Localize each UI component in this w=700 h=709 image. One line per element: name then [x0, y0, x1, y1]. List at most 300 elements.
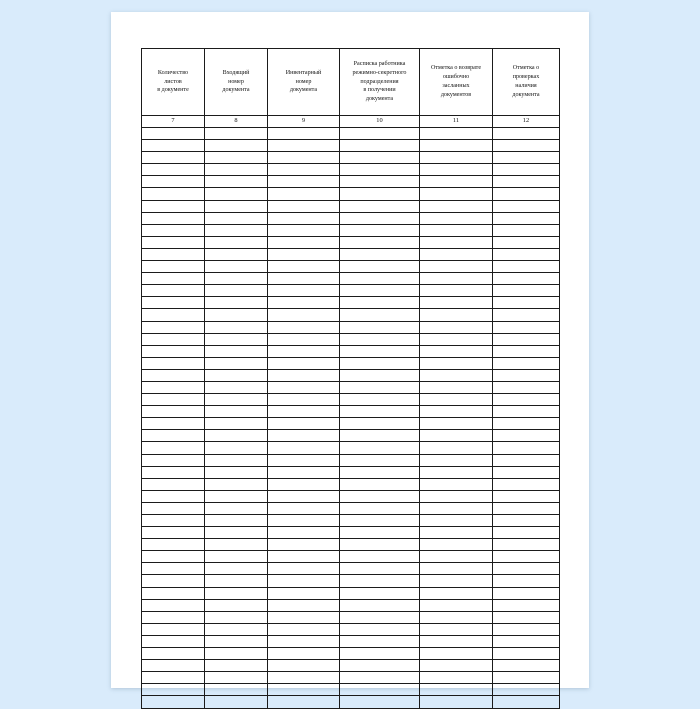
table-cell-blank[interactable]: [142, 309, 205, 321]
table-cell-blank[interactable]: [205, 212, 268, 224]
table-row[interactable]: [142, 381, 560, 393]
table-cell-blank[interactable]: [420, 381, 493, 393]
table-cell-blank[interactable]: [142, 623, 205, 635]
table-cell-blank[interactable]: [268, 672, 340, 684]
table-cell-blank[interactable]: [205, 466, 268, 478]
table-cell-blank[interactable]: [205, 369, 268, 381]
table-cell-blank[interactable]: [420, 357, 493, 369]
table-row[interactable]: [142, 345, 560, 357]
table-cell-blank[interactable]: [268, 176, 340, 188]
table-row[interactable]: [142, 212, 560, 224]
table-cell-blank[interactable]: [340, 406, 420, 418]
table-cell-blank[interactable]: [493, 176, 560, 188]
table-cell-blank[interactable]: [142, 369, 205, 381]
table-cell-blank[interactable]: [493, 430, 560, 442]
table-cell-blank[interactable]: [205, 164, 268, 176]
table-cell-blank[interactable]: [340, 466, 420, 478]
table-cell-blank[interactable]: [340, 539, 420, 551]
table-cell-blank[interactable]: [340, 430, 420, 442]
table-cell-blank[interactable]: [268, 454, 340, 466]
table-cell-blank[interactable]: [420, 623, 493, 635]
table-cell-blank[interactable]: [268, 345, 340, 357]
table-cell-blank[interactable]: [142, 430, 205, 442]
table-cell-blank[interactable]: [268, 128, 340, 140]
table-cell-blank[interactable]: [268, 297, 340, 309]
table-cell-blank[interactable]: [205, 672, 268, 684]
table-cell-blank[interactable]: [493, 333, 560, 345]
table-cell-blank[interactable]: [205, 442, 268, 454]
table-cell-blank[interactable]: [340, 236, 420, 248]
table-cell-blank[interactable]: [268, 394, 340, 406]
table-cell-blank[interactable]: [493, 345, 560, 357]
table-cell-blank[interactable]: [420, 587, 493, 599]
table-cell-blank[interactable]: [142, 381, 205, 393]
table-cell-blank[interactable]: [142, 297, 205, 309]
table-cell-blank[interactable]: [142, 357, 205, 369]
table-cell-blank[interactable]: [205, 200, 268, 212]
table-cell-blank[interactable]: [142, 224, 205, 236]
table-row[interactable]: [142, 200, 560, 212]
table-cell-blank[interactable]: [268, 611, 340, 623]
table-cell-blank[interactable]: [340, 261, 420, 273]
table-cell-blank[interactable]: [205, 660, 268, 672]
table-cell-blank[interactable]: [205, 502, 268, 514]
table-cell-blank[interactable]: [493, 599, 560, 611]
table-cell-blank[interactable]: [493, 454, 560, 466]
table-cell-blank[interactable]: [420, 611, 493, 623]
table-cell-blank[interactable]: [340, 285, 420, 297]
table-cell-blank[interactable]: [268, 369, 340, 381]
table-cell-blank[interactable]: [205, 406, 268, 418]
table-cell-blank[interactable]: [493, 273, 560, 285]
table-cell-blank[interactable]: [142, 140, 205, 152]
table-cell-blank[interactable]: [493, 128, 560, 140]
table-cell-blank[interactable]: [420, 575, 493, 587]
table-cell-blank[interactable]: [268, 527, 340, 539]
table-row[interactable]: [142, 478, 560, 490]
table-cell-blank[interactable]: [420, 261, 493, 273]
table-cell-blank[interactable]: [142, 672, 205, 684]
table-cell-blank[interactable]: [340, 527, 420, 539]
table-cell-blank[interactable]: [493, 140, 560, 152]
table-cell-blank[interactable]: [420, 394, 493, 406]
table-cell-blank[interactable]: [340, 333, 420, 345]
table-cell-blank[interactable]: [493, 236, 560, 248]
table-cell-blank[interactable]: [205, 128, 268, 140]
table-cell-blank[interactable]: [420, 430, 493, 442]
table-cell-blank[interactable]: [340, 648, 420, 660]
table-cell-blank[interactable]: [340, 164, 420, 176]
table-cell-blank[interactable]: [205, 539, 268, 551]
table-row[interactable]: [142, 696, 560, 708]
table-cell-blank[interactable]: [420, 369, 493, 381]
table-cell-blank[interactable]: [205, 551, 268, 563]
table-cell-blank[interactable]: [268, 575, 340, 587]
table-cell-blank[interactable]: [493, 248, 560, 260]
table-cell-blank[interactable]: [340, 551, 420, 563]
table-cell-blank[interactable]: [493, 212, 560, 224]
table-cell-blank[interactable]: [493, 648, 560, 660]
table-cell-blank[interactable]: [142, 502, 205, 514]
table-row[interactable]: [142, 321, 560, 333]
table-cell-blank[interactable]: [268, 406, 340, 418]
table-cell-blank[interactable]: [420, 236, 493, 248]
table-cell-blank[interactable]: [340, 200, 420, 212]
table-cell-blank[interactable]: [268, 236, 340, 248]
table-cell-blank[interactable]: [420, 418, 493, 430]
table-cell-blank[interactable]: [205, 490, 268, 502]
table-cell-blank[interactable]: [205, 273, 268, 285]
table-cell-blank[interactable]: [493, 635, 560, 647]
table-cell-blank[interactable]: [340, 442, 420, 454]
table-cell-blank[interactable]: [142, 442, 205, 454]
table-cell-blank[interactable]: [205, 381, 268, 393]
table-row[interactable]: [142, 502, 560, 514]
table-cell-blank[interactable]: [205, 285, 268, 297]
table-cell-blank[interactable]: [268, 333, 340, 345]
table-cell-blank[interactable]: [340, 502, 420, 514]
table-cell-blank[interactable]: [493, 261, 560, 273]
table-cell-blank[interactable]: [493, 527, 560, 539]
table-cell-blank[interactable]: [142, 236, 205, 248]
table-cell-blank[interactable]: [420, 212, 493, 224]
table-cell-blank[interactable]: [340, 212, 420, 224]
table-cell-blank[interactable]: [268, 684, 340, 696]
table-cell-blank[interactable]: [420, 297, 493, 309]
table-cell-blank[interactable]: [493, 575, 560, 587]
table-cell-blank[interactable]: [205, 333, 268, 345]
table-row[interactable]: [142, 623, 560, 635]
table-cell-blank[interactable]: [340, 490, 420, 502]
table-cell-blank[interactable]: [340, 224, 420, 236]
table-cell-blank[interactable]: [420, 248, 493, 260]
table-cell-blank[interactable]: [340, 454, 420, 466]
table-cell-blank[interactable]: [268, 478, 340, 490]
table-cell-blank[interactable]: [340, 273, 420, 285]
table-cell-blank[interactable]: [268, 490, 340, 502]
table-cell-blank[interactable]: [268, 635, 340, 647]
table-cell-blank[interactable]: [420, 648, 493, 660]
table-row[interactable]: [142, 128, 560, 140]
table-cell-blank[interactable]: [420, 684, 493, 696]
table-cell-blank[interactable]: [493, 309, 560, 321]
table-row[interactable]: [142, 297, 560, 309]
table-cell-blank[interactable]: [493, 502, 560, 514]
table-cell-blank[interactable]: [493, 696, 560, 708]
table-cell-blank[interactable]: [142, 454, 205, 466]
table-row[interactable]: [142, 599, 560, 611]
table-row[interactable]: [142, 430, 560, 442]
table-cell-blank[interactable]: [205, 309, 268, 321]
table-cell-blank[interactable]: [142, 490, 205, 502]
table-cell-blank[interactable]: [268, 599, 340, 611]
table-cell-blank[interactable]: [268, 212, 340, 224]
table-cell-blank[interactable]: [493, 623, 560, 635]
table-cell-blank[interactable]: [268, 261, 340, 273]
table-cell-blank[interactable]: [142, 345, 205, 357]
table-cell-blank[interactable]: [493, 200, 560, 212]
table-row[interactable]: [142, 527, 560, 539]
table-cell-blank[interactable]: [340, 369, 420, 381]
table-cell-blank[interactable]: [205, 599, 268, 611]
table-cell-blank[interactable]: [340, 140, 420, 152]
table-cell-blank[interactable]: [142, 152, 205, 164]
table-cell-blank[interactable]: [340, 309, 420, 321]
table-cell-blank[interactable]: [268, 357, 340, 369]
table-cell-blank[interactable]: [268, 285, 340, 297]
table-cell-blank[interactable]: [420, 490, 493, 502]
table-cell-blank[interactable]: [142, 696, 205, 708]
table-row[interactable]: [142, 672, 560, 684]
table-cell-blank[interactable]: [420, 164, 493, 176]
table-cell-blank[interactable]: [142, 285, 205, 297]
table-cell-blank[interactable]: [268, 587, 340, 599]
table-cell-blank[interactable]: [493, 587, 560, 599]
table-cell-blank[interactable]: [493, 321, 560, 333]
table-cell-blank[interactable]: [205, 684, 268, 696]
table-cell-blank[interactable]: [340, 345, 420, 357]
table-cell-blank[interactable]: [205, 587, 268, 599]
table-cell-blank[interactable]: [142, 599, 205, 611]
table-row[interactable]: [142, 273, 560, 285]
table-cell-blank[interactable]: [142, 551, 205, 563]
table-cell-blank[interactable]: [205, 527, 268, 539]
table-cell-blank[interactable]: [493, 672, 560, 684]
table-cell-blank[interactable]: [340, 672, 420, 684]
table-row[interactable]: [142, 285, 560, 297]
table-row[interactable]: [142, 176, 560, 188]
table-cell-blank[interactable]: [268, 188, 340, 200]
table-cell-blank[interactable]: [205, 357, 268, 369]
table-row[interactable]: [142, 394, 560, 406]
table-cell-blank[interactable]: [142, 466, 205, 478]
table-cell-blank[interactable]: [205, 648, 268, 660]
table-cell-blank[interactable]: [493, 478, 560, 490]
table-row[interactable]: [142, 442, 560, 454]
table-cell-blank[interactable]: [142, 128, 205, 140]
table-cell-blank[interactable]: [268, 381, 340, 393]
table-cell-blank[interactable]: [142, 394, 205, 406]
table-cell-blank[interactable]: [142, 515, 205, 527]
table-cell-blank[interactable]: [340, 696, 420, 708]
table-row[interactable]: [142, 587, 560, 599]
table-cell-blank[interactable]: [142, 406, 205, 418]
table-row[interactable]: [142, 551, 560, 563]
table-cell-blank[interactable]: [420, 285, 493, 297]
table-cell-blank[interactable]: [268, 696, 340, 708]
table-row[interactable]: [142, 563, 560, 575]
table-cell-blank[interactable]: [205, 224, 268, 236]
table-row[interactable]: [142, 466, 560, 478]
table-cell-blank[interactable]: [420, 200, 493, 212]
table-cell-blank[interactable]: [268, 660, 340, 672]
table-cell-blank[interactable]: [268, 551, 340, 563]
table-cell-blank[interactable]: [493, 188, 560, 200]
table-cell-blank[interactable]: [420, 696, 493, 708]
table-cell-blank[interactable]: [205, 176, 268, 188]
table-cell-blank[interactable]: [493, 660, 560, 672]
table-cell-blank[interactable]: [493, 611, 560, 623]
table-cell-blank[interactable]: [268, 430, 340, 442]
table-cell-blank[interactable]: [268, 515, 340, 527]
table-cell-blank[interactable]: [493, 152, 560, 164]
table-cell-blank[interactable]: [268, 466, 340, 478]
table-cell-blank[interactable]: [142, 527, 205, 539]
table-cell-blank[interactable]: [205, 454, 268, 466]
table-cell-blank[interactable]: [340, 623, 420, 635]
table-cell-blank[interactable]: [142, 321, 205, 333]
table-cell-blank[interactable]: [420, 309, 493, 321]
table-cell-blank[interactable]: [142, 333, 205, 345]
table-cell-blank[interactable]: [268, 418, 340, 430]
table-row[interactable]: [142, 635, 560, 647]
table-cell-blank[interactable]: [142, 575, 205, 587]
table-cell-blank[interactable]: [205, 623, 268, 635]
table-cell-blank[interactable]: [420, 527, 493, 539]
table-cell-blank[interactable]: [420, 466, 493, 478]
table-cell-blank[interactable]: [340, 152, 420, 164]
table-cell-blank[interactable]: [142, 212, 205, 224]
table-cell-blank[interactable]: [420, 502, 493, 514]
table-cell-blank[interactable]: [205, 696, 268, 708]
table-cell-blank[interactable]: [493, 551, 560, 563]
table-cell-blank[interactable]: [205, 418, 268, 430]
table-cell-blank[interactable]: [205, 236, 268, 248]
table-cell-blank[interactable]: [340, 321, 420, 333]
table-cell-blank[interactable]: [340, 176, 420, 188]
table-cell-blank[interactable]: [268, 502, 340, 514]
table-cell-blank[interactable]: [142, 611, 205, 623]
table-row[interactable]: [142, 152, 560, 164]
table-cell-blank[interactable]: [268, 563, 340, 575]
table-cell-blank[interactable]: [340, 660, 420, 672]
table-cell-blank[interactable]: [142, 563, 205, 575]
table-cell-blank[interactable]: [420, 333, 493, 345]
table-cell-blank[interactable]: [420, 152, 493, 164]
table-cell-blank[interactable]: [142, 684, 205, 696]
table-cell-blank[interactable]: [340, 188, 420, 200]
table-cell-blank[interactable]: [493, 406, 560, 418]
table-cell-blank[interactable]: [493, 297, 560, 309]
table-cell-blank[interactable]: [493, 466, 560, 478]
table-cell-blank[interactable]: [205, 152, 268, 164]
table-cell-blank[interactable]: [268, 321, 340, 333]
table-cell-blank[interactable]: [493, 418, 560, 430]
table-cell-blank[interactable]: [493, 285, 560, 297]
table-cell-blank[interactable]: [268, 140, 340, 152]
table-cell-blank[interactable]: [340, 418, 420, 430]
table-cell-blank[interactable]: [340, 357, 420, 369]
table-row[interactable]: [142, 575, 560, 587]
table-cell-blank[interactable]: [493, 164, 560, 176]
table-cell-blank[interactable]: [205, 515, 268, 527]
table-cell-blank[interactable]: [205, 575, 268, 587]
table-cell-blank[interactable]: [420, 442, 493, 454]
table-cell-blank[interactable]: [142, 273, 205, 285]
table-cell-blank[interactable]: [205, 248, 268, 260]
table-cell-blank[interactable]: [268, 273, 340, 285]
table-cell-blank[interactable]: [340, 248, 420, 260]
table-row[interactable]: [142, 224, 560, 236]
table-cell-blank[interactable]: [205, 430, 268, 442]
table-cell-blank[interactable]: [268, 248, 340, 260]
table-cell-blank[interactable]: [268, 623, 340, 635]
table-row[interactable]: [142, 648, 560, 660]
table-cell-blank[interactable]: [142, 648, 205, 660]
table-cell-blank[interactable]: [205, 611, 268, 623]
table-cell-blank[interactable]: [205, 478, 268, 490]
table-cell-blank[interactable]: [142, 635, 205, 647]
table-cell-blank[interactable]: [142, 261, 205, 273]
table-cell-blank[interactable]: [268, 164, 340, 176]
table-cell-blank[interactable]: [142, 176, 205, 188]
table-row[interactable]: [142, 660, 560, 672]
table-cell-blank[interactable]: [340, 635, 420, 647]
table-cell-blank[interactable]: [493, 442, 560, 454]
table-cell-blank[interactable]: [493, 490, 560, 502]
table-cell-blank[interactable]: [493, 369, 560, 381]
table-cell-blank[interactable]: [340, 394, 420, 406]
table-cell-blank[interactable]: [420, 140, 493, 152]
table-cell-blank[interactable]: [142, 248, 205, 260]
table-cell-blank[interactable]: [340, 297, 420, 309]
table-cell-blank[interactable]: [420, 345, 493, 357]
table-cell-blank[interactable]: [340, 563, 420, 575]
table-cell-blank[interactable]: [420, 672, 493, 684]
table-cell-blank[interactable]: [420, 478, 493, 490]
table-cell-blank[interactable]: [268, 200, 340, 212]
table-cell-blank[interactable]: [420, 454, 493, 466]
table-cell-blank[interactable]: [493, 684, 560, 696]
table-cell-blank[interactable]: [340, 611, 420, 623]
table-cell-blank[interactable]: [268, 309, 340, 321]
table-cell-blank[interactable]: [420, 599, 493, 611]
table-cell-blank[interactable]: [340, 515, 420, 527]
table-cell-blank[interactable]: [268, 152, 340, 164]
table-cell-blank[interactable]: [420, 539, 493, 551]
table-cell-blank[interactable]: [142, 660, 205, 672]
table-cell-blank[interactable]: [205, 635, 268, 647]
table-cell-blank[interactable]: [142, 418, 205, 430]
table-cell-blank[interactable]: [493, 394, 560, 406]
table-row[interactable]: [142, 309, 560, 321]
table-row[interactable]: [142, 164, 560, 176]
table-row[interactable]: [142, 357, 560, 369]
table-cell-blank[interactable]: [142, 539, 205, 551]
table-cell-blank[interactable]: [420, 128, 493, 140]
table-cell-blank[interactable]: [205, 394, 268, 406]
table-row[interactable]: [142, 684, 560, 696]
table-cell-blank[interactable]: [205, 321, 268, 333]
table-cell-blank[interactable]: [205, 563, 268, 575]
table-cell-blank[interactable]: [420, 188, 493, 200]
table-cell-blank[interactable]: [205, 345, 268, 357]
table-cell-blank[interactable]: [142, 478, 205, 490]
table-cell-blank[interactable]: [205, 297, 268, 309]
table-row[interactable]: [142, 515, 560, 527]
table-cell-blank[interactable]: [493, 539, 560, 551]
table-row[interactable]: [142, 454, 560, 466]
table-row[interactable]: [142, 188, 560, 200]
table-cell-blank[interactable]: [420, 563, 493, 575]
table-row[interactable]: [142, 406, 560, 418]
table-cell-blank[interactable]: [420, 551, 493, 563]
table-cell-blank[interactable]: [420, 176, 493, 188]
table-row[interactable]: [142, 369, 560, 381]
table-row[interactable]: [142, 236, 560, 248]
table-cell-blank[interactable]: [268, 648, 340, 660]
table-cell-blank[interactable]: [420, 406, 493, 418]
